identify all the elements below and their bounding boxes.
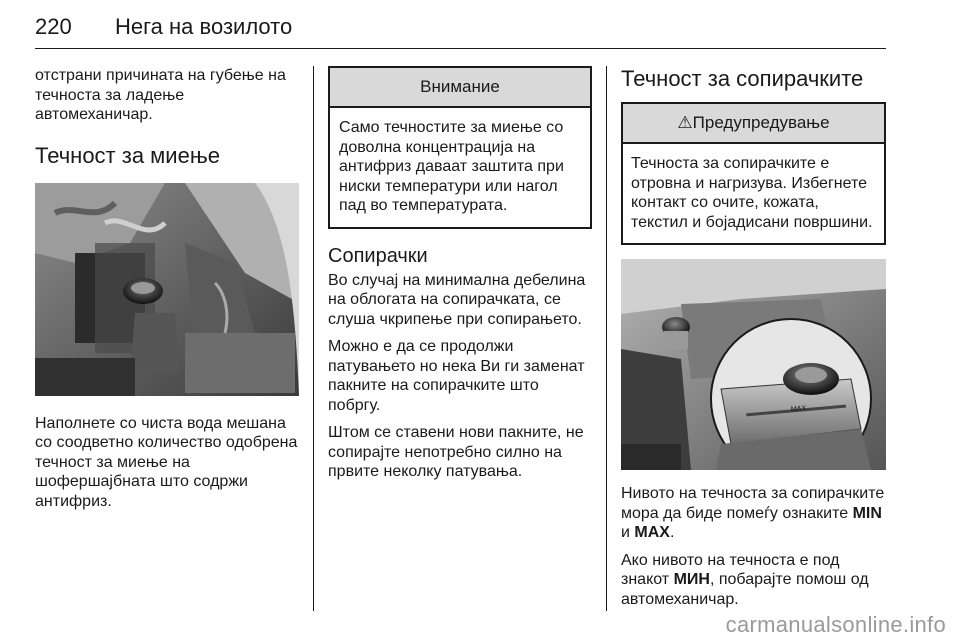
min-cyrillic-marker-text: МИН <box>673 571 710 588</box>
notice-title: Внимание <box>330 68 590 108</box>
warning-triangle-icon: ⚠ <box>677 113 693 132</box>
p1-text-and: и <box>621 524 635 541</box>
engine-bay-illustration <box>35 183 299 396</box>
washer-fluid-figure <box>35 183 299 396</box>
column-divider-2 <box>606 66 607 611</box>
brake-fluid-figure <box>621 259 886 470</box>
watermark-url: carmanualsonline.info <box>725 612 946 637</box>
p1-text-start: Нивото на течноста за сопирачките мора да биде помеѓу ознаките <box>621 485 885 522</box>
washer-fluid-paragraph: Наполнете со чиста вода мешана со соодветно количество одобрена течност за миење на шофершајбната што содржи антифриз. <box>35 414 298 510</box>
notice-text: Само течностите за миење со доволна концентрација на антифриз даваат заштита при ниски температури или нагол пад во температурата. <box>339 119 564 214</box>
brakes-paragraph-2: Можно е да се продолжи патувањето но нека Ви ги заменат пакните на сопирачките што побргу. <box>328 338 585 414</box>
middle-column <box>328 66 592 482</box>
brakes-paragraph-3: Штом се ставени нови пакните, не сопирајте непотребно силно на првите неколку патувања. <box>328 424 584 480</box>
washer-fluid-heading: Течност за миење <box>35 142 220 168</box>
brakes-paragraph-1: Во случај на минимална дебелина на облогата на сопирачката, се слуша чкрипење при сопирањето. <box>328 271 586 328</box>
header-divider <box>35 48 886 49</box>
page-number: 220 <box>35 14 72 39</box>
p2-text-start: Ако нивото на течноста е под знакот <box>621 551 840 588</box>
p2-text-end: , побарајте помош од автомеханичар. <box>621 571 869 608</box>
right-column <box>621 66 887 609</box>
warning-title: Предупредување <box>692 113 830 132</box>
left-column <box>35 66 303 511</box>
p1-text-end: . <box>669 524 675 541</box>
min-marker-text: MIN <box>852 504 882 522</box>
max-marker-text: MAX <box>634 524 670 541</box>
intro-text: отстрани причината на губење на течноста за ладење автомеханичар. <box>35 67 286 123</box>
brakes-heading: Сопирачки <box>328 244 428 267</box>
warning-header <box>623 104 884 144</box>
brake-fluid-paragraph-1 <box>621 484 886 543</box>
reservoir-max-label: MAX <box>790 405 807 414</box>
notice-box <box>328 66 592 229</box>
page-title: Нега на возилото <box>115 14 293 39</box>
brake-fluid-paragraph-2 <box>621 551 886 610</box>
column-divider-1 <box>313 66 314 611</box>
warning-text: Течноста за сопирачките е отровна и нагризува. Избегнете контакт со очите, кожата, текстил и бојадисани површини. <box>631 155 873 231</box>
brake-reservoir-illustration <box>621 259 886 470</box>
brake-fluid-heading: Течност за сопирачките <box>621 66 864 91</box>
warning-box <box>621 102 886 245</box>
